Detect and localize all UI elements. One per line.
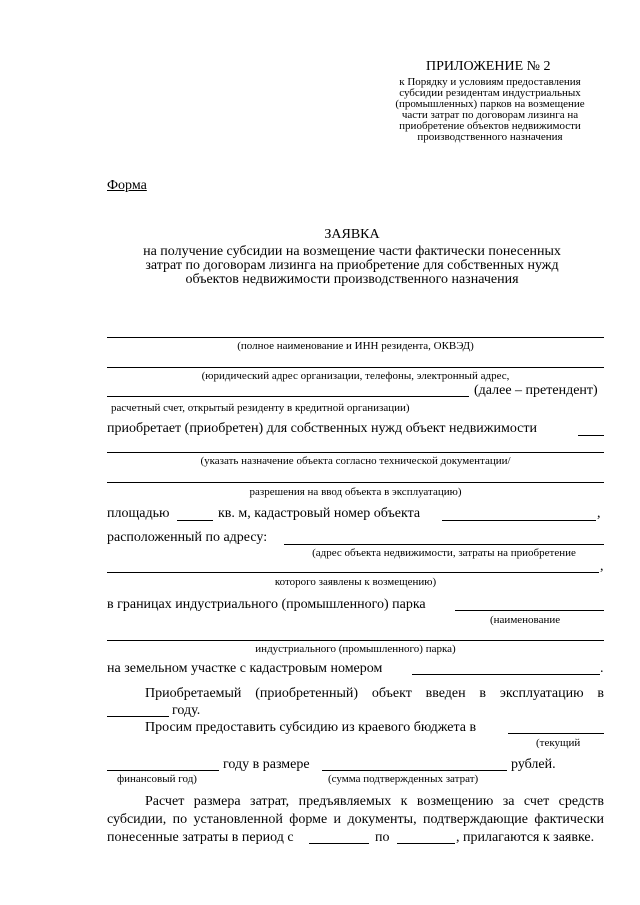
hint-declared: которого заявлены к возмещению) — [274, 576, 437, 588]
hint-purpose: (указать назначение объекта согласно технической документации/ — [200, 455, 511, 467]
calc-line-2: субсидии, по установленной форме и документы, подтверждающие фактически — [107, 812, 604, 827]
address-field-line-2[interactable] — [107, 396, 469, 397]
year-suffix: году. — [172, 703, 201, 718]
fin-year-field-line[interactable] — [107, 770, 219, 771]
comma: , — [600, 559, 604, 574]
calc-line-1: Расчет размера затрат, предъявляемых к возмещению за счет средств — [145, 794, 604, 809]
commissioned-text: Приобретаемый (приобретенный) объект введен в эксплуатацию в — [145, 686, 604, 701]
area-field-line[interactable] — [177, 520, 213, 521]
hint-park: индустриального (промышленного) парка) — [255, 643, 456, 655]
hint-sum: (сумма подтвержденных затрат) — [328, 773, 479, 785]
object-address-field-line[interactable] — [284, 544, 604, 545]
park-field-line[interactable] — [455, 610, 604, 611]
hint-fin-year: финансовый год) — [117, 773, 197, 785]
appendix-title: ПРИЛОЖЕНИЕ № 2 — [426, 59, 551, 74]
document-subtitle-line: объектов недвижимости производственного назначения — [185, 272, 519, 287]
document-title: ЗАЯВКА — [324, 227, 380, 242]
budget-year-field-line[interactable] — [508, 733, 604, 734]
land-label: на земельном участке с кадастровым номером — [107, 661, 383, 676]
area-unit: кв. м, кадастровый номер объекта — [218, 506, 421, 521]
name-field-line[interactable] — [107, 337, 604, 338]
hint-account: расчетный счет, открытый резиденту в кредитной организации) — [111, 402, 410, 414]
object-field-line[interactable] — [578, 435, 604, 436]
appendix-line: производственного назначения — [417, 131, 563, 143]
comma: , — [597, 506, 601, 521]
calc-line-3a: понесенные затраты в период с — [107, 830, 294, 845]
park-field-line-2[interactable] — [107, 640, 604, 641]
calc-line-3b: по — [375, 830, 390, 845]
hint-object-address: (адрес объекта недвижимости, затраты на приобретение — [312, 547, 576, 559]
period: . — [600, 661, 604, 676]
hint-address: (юридический адрес организации, телефоны, электронный адрес, — [201, 370, 510, 382]
appendix-line: приобретение объектов недвижимости — [399, 120, 581, 132]
year-amount: году в размере — [223, 757, 310, 772]
hint-current: (текущий — [536, 737, 581, 749]
rubles: рублей. — [511, 757, 556, 772]
park-label: в границах индустриального (промышленного) парка — [107, 597, 426, 612]
purpose-field-line[interactable] — [107, 452, 604, 453]
hint-name: (полное наименование и ИНН резидента, ОКВЭД) — [237, 340, 474, 352]
request-text: Просим предоставить субсидию из краевого бюджета в — [145, 720, 477, 735]
form-label: Форма — [107, 178, 147, 193]
appendix-line: (промышленных) парков на возмещение — [395, 98, 585, 110]
appendix-line: субсидии резидентам индустриальных — [399, 87, 581, 99]
commission-year-field-line[interactable] — [107, 716, 169, 717]
permit-field-line[interactable] — [107, 482, 604, 483]
cadastral-field-line[interactable] — [442, 520, 596, 521]
hint-permit: разрешения на ввод объекта в эксплуатацию) — [249, 486, 462, 498]
further-pretender: (далее – претендент) — [474, 383, 598, 398]
address-field-line[interactable] — [107, 367, 604, 368]
period-from-field-line[interactable] — [309, 843, 369, 844]
located-label: расположенный по адресу: — [107, 530, 268, 545]
period-to-field-line[interactable] — [397, 843, 455, 844]
document-subtitle-line: на получение субсидии на возмещение части фактически понесенных — [143, 244, 561, 259]
acquires-text: приобретает (приобретен) для собственных нужд объект недвижимости — [107, 421, 537, 436]
hint-park-name: (наименование — [490, 614, 561, 626]
land-cadastral-field-line[interactable] — [412, 674, 600, 675]
object-address-field-line-2[interactable] — [107, 572, 599, 573]
area-label: площадью — [107, 506, 170, 521]
calc-line-3c: , прилагаются к заявке. — [456, 830, 595, 845]
document-subtitle-line: затрат по договорам лизинга на приобретение для собственных нужд — [145, 258, 559, 273]
appendix-line: части затрат по договорам лизинга на — [401, 109, 579, 121]
sum-field-line[interactable] — [322, 770, 507, 771]
appendix-line: к Порядку и условиям предоставления — [399, 76, 581, 88]
